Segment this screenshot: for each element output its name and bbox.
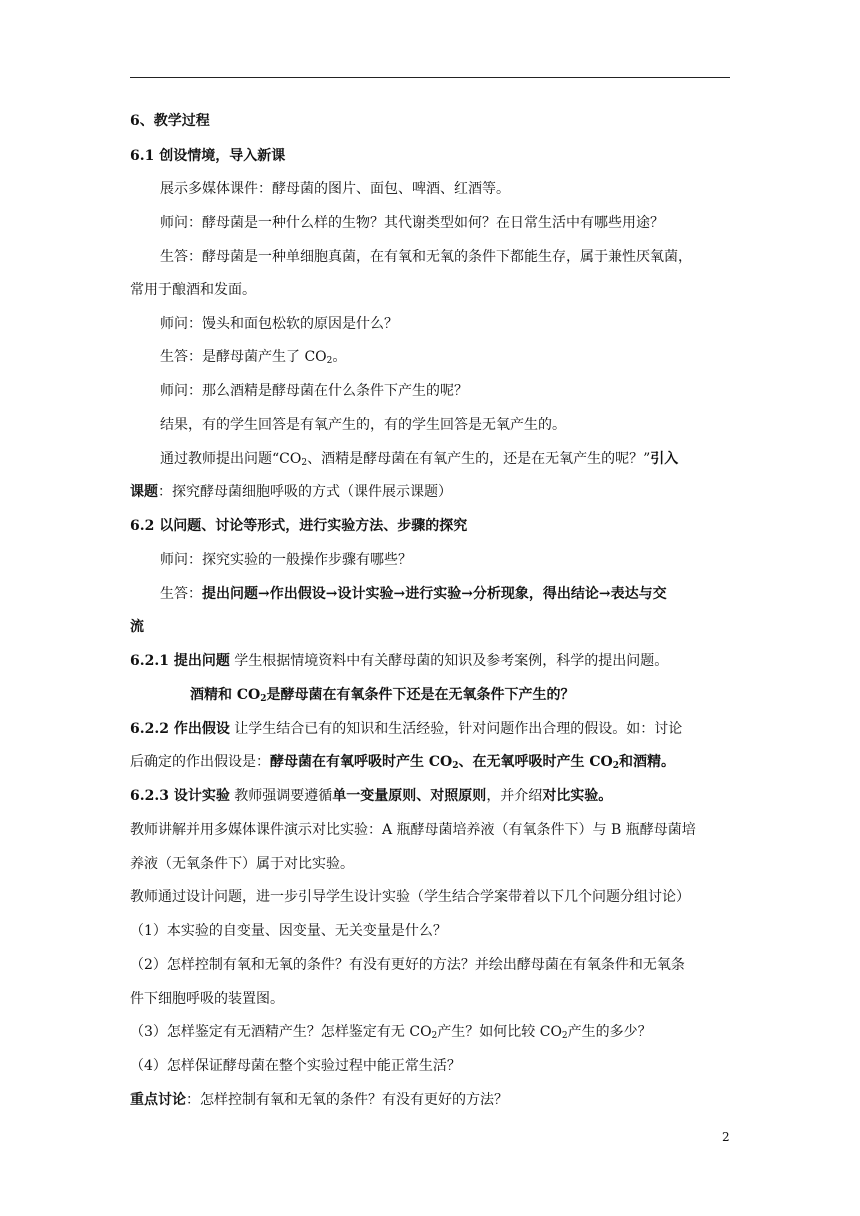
section-heading-6-2-1: 6.2.1 提出问题 学生根据情境资料中有关酵母菌的知识及参考案例，科学的提出问题。 (130, 653, 669, 669)
paragraph: 生答：酵母菌是一种单细胞真菌，在有氧和无氧的条件下都能生存，属于兼性厌氧菌， (160, 249, 692, 265)
list-item: 件下细胞呼吸的装置图。 (130, 991, 284, 1007)
paragraph: 结果，有的学生回答是有氧产生的，有的学生回答是无氧产生的。 (160, 417, 566, 433)
paragraph: 养液（无氧条件下）属于对比实验。 (130, 856, 354, 872)
paragraph: 教师讲解并用多媒体课件演示对比实验：A 瓶酵母菌培养液（有氧条件下）与 B 瓶酵母菌培 (130, 822, 696, 838)
section-heading-6-2-2: 6.2.2 作出假设 让学生结合已有的知识和生活经验，针对问题作出合理的假设。如：讨论 (130, 721, 683, 737)
section-heading-6-1: 6.1 创设情境，导入新课 (130, 148, 286, 164)
paragraph: 师问：那么酒精是酵母菌在什么条件下产生的呢？ (160, 383, 468, 399)
section-heading-6: 6、教学过程 (130, 113, 210, 129)
paragraph: 师问：探究实验的一般操作步骤有哪些？ (160, 552, 412, 568)
page-number: 2 (722, 1130, 730, 1144)
paragraph: 生答：提出问题→作出假设→设计实验→进行实验→分析现象，得出结论→表达与交 (160, 586, 667, 602)
section-heading-6-2-3: 6.2.3 设计实验 教师强调要遵循单一变量原则、对照原则，并介绍对比实验。 (130, 788, 613, 804)
list-item: （1）本实验的自变量、因变量、无关变量是什么？ (130, 923, 447, 939)
paragraph: 师问：馒头和面包松软的原因是什么？ (160, 316, 398, 332)
list-item: （3）怎样鉴定有无酒精产生？怎样鉴定有无 $CO_2$产生？如何比较 $CO_2$产生的多少？ (130, 1024, 652, 1041)
list-item: （2）怎样控制有氧和无氧的条件？有没有更好的方法？并绘出酵母菌在有氧条件和无氧条 (130, 957, 685, 973)
paragraph: 后确定的作出假设是：酵母菌在有氧呼吸时产生 $CO_2$、在无氧呼吸时产生 $CO_2$和酒精。 (130, 754, 675, 771)
research-question: 酒精和 $CO_2$是酵母菌在有氧条件下还是在无氧条件下产生的？ (190, 687, 575, 704)
paragraph: 重点讨论：怎样控制有氧和无氧的条件？有没有更好的方法？ (130, 1092, 508, 1108)
section-heading-6-2: 6.2 以问题、讨论等形式，进行实验方法、步骤的探究 (130, 518, 468, 534)
paragraph: 生答：是酵母菌产生了 $CO_2$。 (160, 349, 347, 366)
paragraph: 展示多媒体课件：酵母菌的图片、面包、啤酒、红酒等。 (160, 181, 510, 197)
paragraph: 流 (130, 619, 144, 635)
list-item: （4）怎样保证酵母菌在整个实验过程中能正常生活？ (130, 1058, 461, 1074)
paragraph: 师问：酵母菌是一种什么样的生物？其代谢类型如何？在日常生活中有哪些用途？ (160, 215, 664, 231)
paragraph: 常用于酿酒和发面。 (130, 282, 256, 298)
paragraph: 课题：探究酵母菌细胞呼吸的方式（课件展示课题） (130, 484, 452, 500)
paragraph: 教师通过设计问题，进一步引导学生设计实验（学生结合学案带着以下几个问题分组讨论） (130, 889, 690, 905)
header-rule (130, 77, 730, 78)
paragraph: 通过教师提出问题“$CO_2$、酒精是酵母菌在有氧产生的，还是在无氧产生的呢？”引入 (160, 451, 679, 468)
